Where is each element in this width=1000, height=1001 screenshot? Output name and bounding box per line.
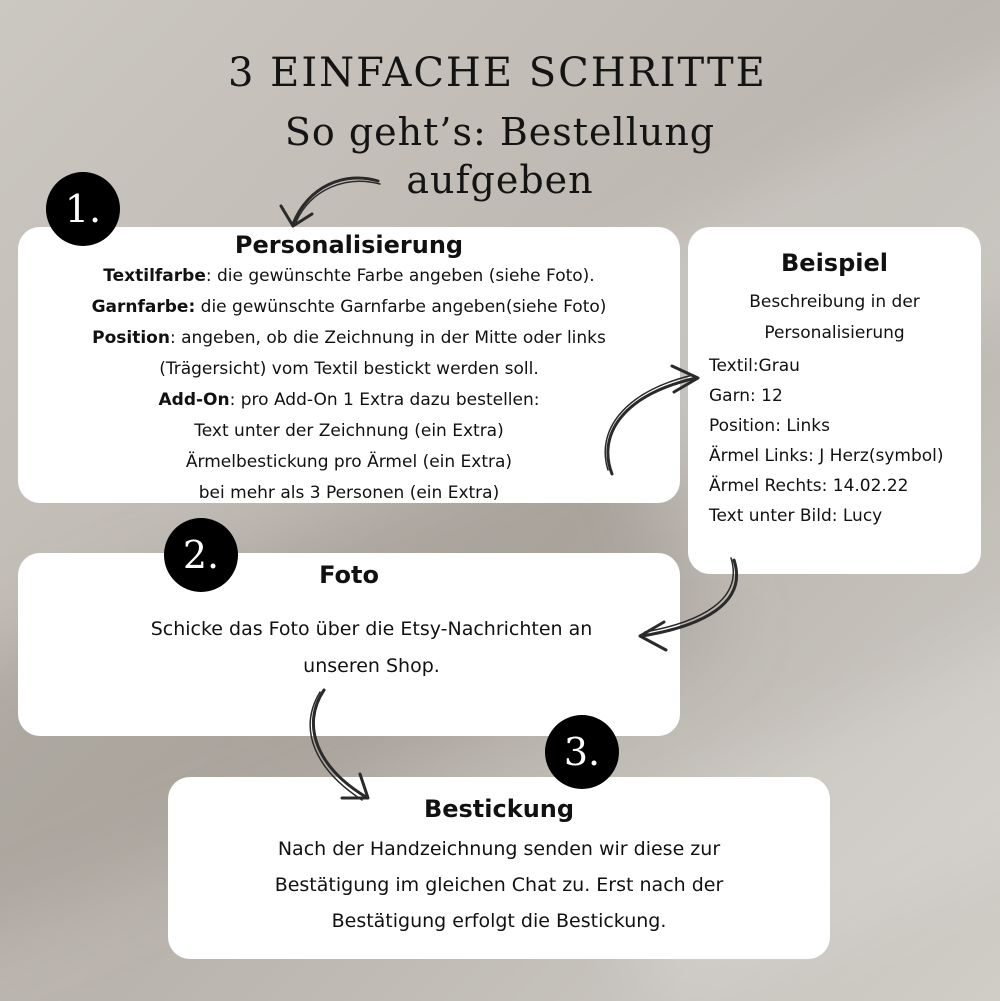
textilfarbe-text: : die gewünschte Farbe angeben (siehe Foto). <box>205 266 595 286</box>
arrow-title-to-step1-icon <box>281 178 380 226</box>
arrow-example-to-step2-icon <box>640 558 737 650</box>
textilfarbe-label: Textilfarbe <box>103 266 206 286</box>
arrow-example-to-step1-icon <box>605 366 698 474</box>
page-title: 3 EINFACHE SCHRITTE <box>228 50 767 96</box>
example-item-garn: Garn: 12 <box>709 386 783 406</box>
garnfarbe-label: Garnfarbe: <box>91 297 196 317</box>
addon-text: : pro Add-On 1 Extra dazu bestellen: <box>229 390 540 410</box>
step-3-line-2: Bestätigung im gleichen Chat zu. Erst nach der <box>274 874 724 896</box>
step-3-heading: Bestickung <box>423 795 575 823</box>
addon-item-2: Ärmelbestickung pro Ärmel (ein Extra) <box>185 452 513 472</box>
arrow-step2-to-step3-icon <box>310 690 368 800</box>
addon-item-1: Text unter der Zeichnung (ein Extra) <box>194 421 504 441</box>
step-3-line-1: Nach der Handzeichnung senden wir diese zur <box>277 838 721 860</box>
example-item-aermel-rechts: Ärmel Rechts: 14.02.22 <box>709 476 909 496</box>
position-text: : angeben, ob die Zeichnung in der Mitte oder links <box>169 328 606 348</box>
example-item-position: Position: Links <box>709 416 830 436</box>
step-1-heading: Personalisierung <box>234 231 464 259</box>
step-2-badge: 2. <box>164 518 238 592</box>
position-line-2: (Trägersicht) vom Textil bestickt werden soll. <box>159 359 539 379</box>
step-3-line-3: Bestätigung erfolgt die Bestickung. <box>331 910 667 932</box>
position-label: Position <box>92 328 170 348</box>
addon-item-3: bei mehr als 3 Personen (ein Extra) <box>198 483 500 503</box>
example-item-textil: Textil:Grau <box>709 356 800 376</box>
example-item-text-unter-bild: Text unter Bild: Lucy <box>709 506 883 526</box>
step-2-heading: Foto <box>319 561 379 589</box>
step-2-line-2: unseren Shop. <box>303 655 440 677</box>
example-desc-line-1: Beschreibung in der <box>749 292 920 312</box>
subtitle-line-2: aufgeben <box>406 158 594 202</box>
step-2-line-1: Schicke das Foto über die Etsy-Nachrichten an <box>150 618 593 640</box>
step-3-badge: 3. <box>545 715 619 789</box>
garnfarbe-text: die gewünschte Garnfarbe angeben(siehe Foto) <box>195 297 607 317</box>
example-heading: Beispiel <box>781 249 888 277</box>
step-1-badge: 1. <box>46 172 120 246</box>
example-item-aermel-links: Ärmel Links: J Herz(symbol) <box>709 446 944 466</box>
example-desc-line-2: Personalisierung <box>764 323 905 343</box>
addon-label: Add-On <box>158 390 230 410</box>
subtitle-line-1: So geht’s: Bestellung <box>284 110 716 154</box>
